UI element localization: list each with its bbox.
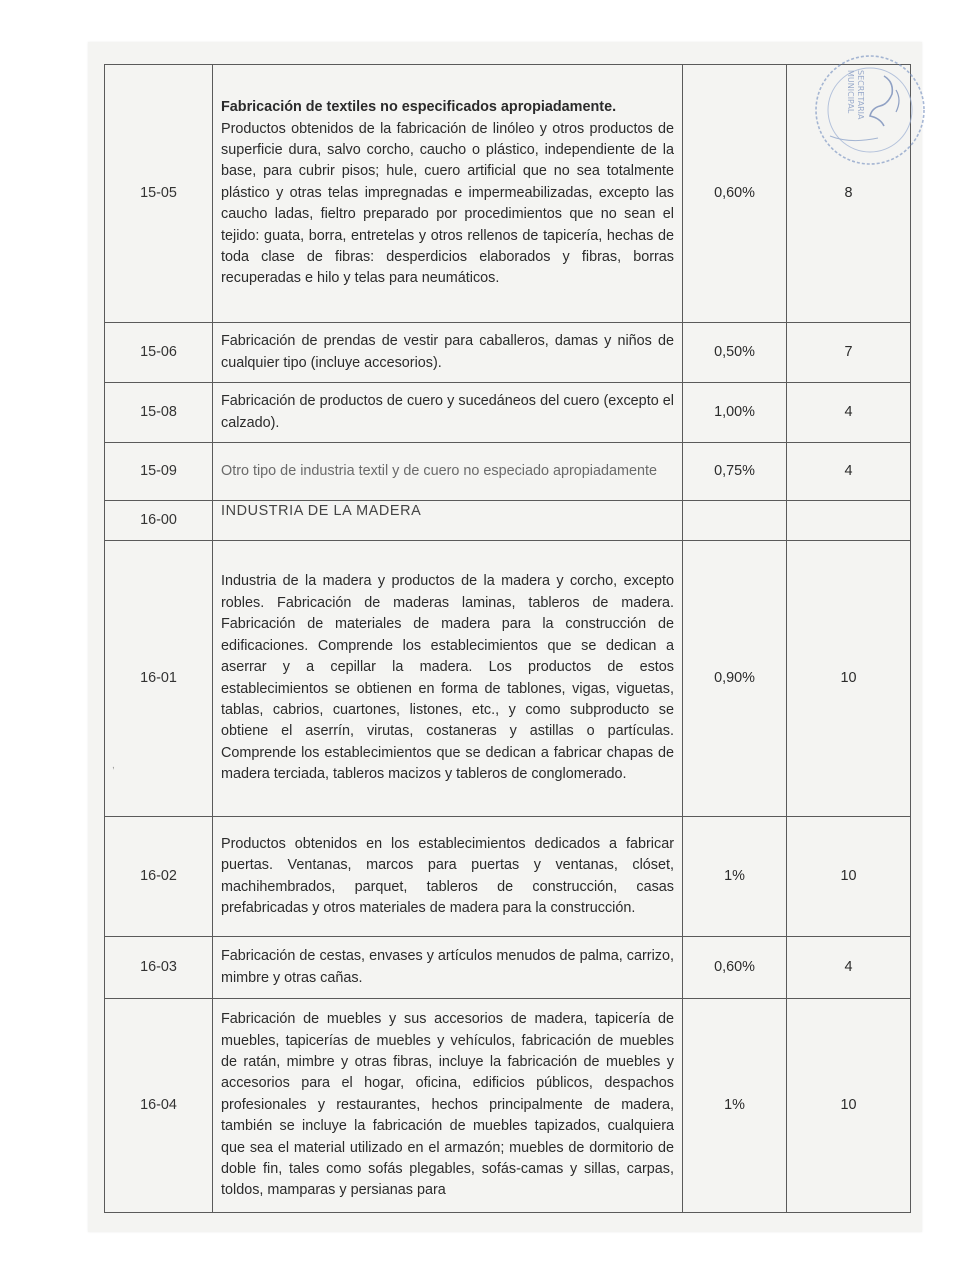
activity-description bbox=[213, 937, 683, 999]
tax-rate: 0,75% bbox=[683, 443, 787, 501]
tax-rate: 0,60% bbox=[683, 937, 787, 999]
activity-description-text: Fabricación de cestas, envases y artículos menudos de palma, carrizo, mimbre y otras cañas. bbox=[221, 948, 674, 986]
activity-description bbox=[213, 443, 683, 501]
tax-rate: 1% bbox=[683, 817, 787, 937]
activity-code: 16-02 bbox=[105, 817, 213, 937]
activity-code: 16-03 bbox=[105, 937, 213, 999]
activity-code: 16-01 bbox=[105, 541, 213, 817]
factor-value: 4 bbox=[787, 383, 911, 443]
table-row bbox=[105, 323, 911, 383]
activity-description-text: Fabricación de muebles y sus accesorios de madera, tapicería de muebles, tapicerías de muebles y vehículos, fabricación de muebles de ratán, mimbre y otras fibras, incluye la fabricación de muebles y accesorios para el hogar, oficina, edificios públicos, despachos profesionales y restaurantes, hechos principalmente de madera, también se incluye la fabricación de muebles tapizados, cualquiera que sea el material utilizado en el armazón; muebles de dormitorio de doble fin, tales como sofás plegables, sofás-camas y sillas, carpas, toldos, mamparas y persianas para bbox=[221, 1011, 674, 1199]
activity-code: 15-09 bbox=[105, 443, 213, 501]
activity-classification-table bbox=[104, 64, 911, 1213]
activity-code: 15-05 bbox=[105, 65, 213, 323]
table-row bbox=[105, 817, 911, 937]
activity-description bbox=[213, 65, 683, 323]
activity-description-text: Fabricación de productos de cuero y sucedáneos del cuero (excepto el calzado). bbox=[221, 393, 674, 431]
activity-description bbox=[213, 541, 683, 817]
factor-value: 10 bbox=[787, 817, 911, 937]
activity-code: 15-06 bbox=[105, 323, 213, 383]
factor-value: 7 bbox=[787, 323, 911, 383]
table-row bbox=[105, 999, 911, 1213]
svg-text:MUNICIPAL: MUNICIPAL bbox=[846, 70, 855, 114]
tax-rate: 1,00% bbox=[683, 383, 787, 443]
table-row bbox=[105, 65, 911, 323]
factor-value: 4 bbox=[787, 937, 911, 999]
activity-description bbox=[213, 999, 683, 1213]
activity-description bbox=[213, 501, 683, 541]
table-row bbox=[105, 937, 911, 999]
activity-code: 16-00 bbox=[105, 501, 213, 541]
factor-value bbox=[787, 501, 911, 541]
table-row bbox=[105, 501, 911, 541]
tax-rate: 1% bbox=[683, 999, 787, 1213]
factor-value: 8 bbox=[787, 65, 911, 323]
activity-title: Fabricación de textiles no especificados apropiadamente. bbox=[221, 99, 617, 116]
table-row bbox=[105, 541, 911, 817]
table-row bbox=[105, 383, 911, 443]
tax-rate bbox=[683, 501, 787, 541]
factor-value: 4 bbox=[787, 443, 911, 501]
margin-tick-mark: , bbox=[112, 760, 115, 771]
table-row bbox=[105, 443, 911, 501]
activity-description-text: Industria de la madera y productos de la madera y corcho, excepto robles. Fabricación de maderas laminas, tableros de madera. Fabricación de materiales de madera para la construcción de edificaciones. Comprende los establecimientos que se dedican a aserrar y a cepillar la madera. Los productos de estos establecimientos se obtienen en forma de tablones, vigas, viguetas, tablas, cabrios, cuartones, listones, etc., y como subproducto se obtiene el aserrín, virutas, costaneras y astillas o partículas. Comprende los establecimientos que se dedican a fabricar chapas de madera terciada, tableros macizos y tableros de conglomerado. bbox=[221, 573, 674, 783]
tax-rate: 0,50% bbox=[683, 323, 787, 383]
activity-description-text: Otro tipo de industria textil y de cuero no especiado apropiadamente bbox=[221, 462, 657, 479]
municipal-seal-stamp bbox=[800, 40, 930, 170]
activity-description-text: Fabricación de prendas de vestir para caballeros, damas y niños de cualquier tipo (incluye accesorios). bbox=[221, 333, 674, 371]
activity-description bbox=[213, 323, 683, 383]
factor-value: 10 bbox=[787, 999, 911, 1213]
activity-code: 15-08 bbox=[105, 383, 213, 443]
activity-description bbox=[213, 817, 683, 937]
activity-description-text: Productos obtenidos en los establecimientos dedicados a fabricar puertas. Ventanas, marcos para puertas y ventanas, clóset, machihembrados, parquet, tableros de construcción, casas prefabricadas y otros materiales de madera para la construcción. bbox=[221, 835, 674, 916]
tax-rate: 0,90% bbox=[683, 541, 787, 817]
section-heading: INDUSTRIA DE LA MADERA bbox=[221, 503, 422, 519]
tax-rate: 0,60% bbox=[683, 65, 787, 323]
activity-code: 16-04 bbox=[105, 999, 213, 1213]
activity-description bbox=[213, 383, 683, 443]
svg-text:SECRETARIA: SECRETARIA bbox=[856, 70, 865, 120]
activity-description-text: Productos obtenidos de la fabricación de linóleo y otros productos de superficie dura, salvo corcho, caucho o plástico, independiente de la base, para cubrir pisos; hule, cuero artificial que no sea totalmente plástico y otras telas impregnadas e impermeabilizadas, excepto las caucho ladas, fieltro preparado por procedimientos que no sean el tejido: guata, borra, entretelas y otros rellenos de tapicería, hechas de toda clase de fibras: desperdicios elaborados y fibras, borras recuperadas e hilo y telas para neumáticos. bbox=[221, 120, 674, 287]
factor-value: 10 bbox=[787, 541, 911, 817]
